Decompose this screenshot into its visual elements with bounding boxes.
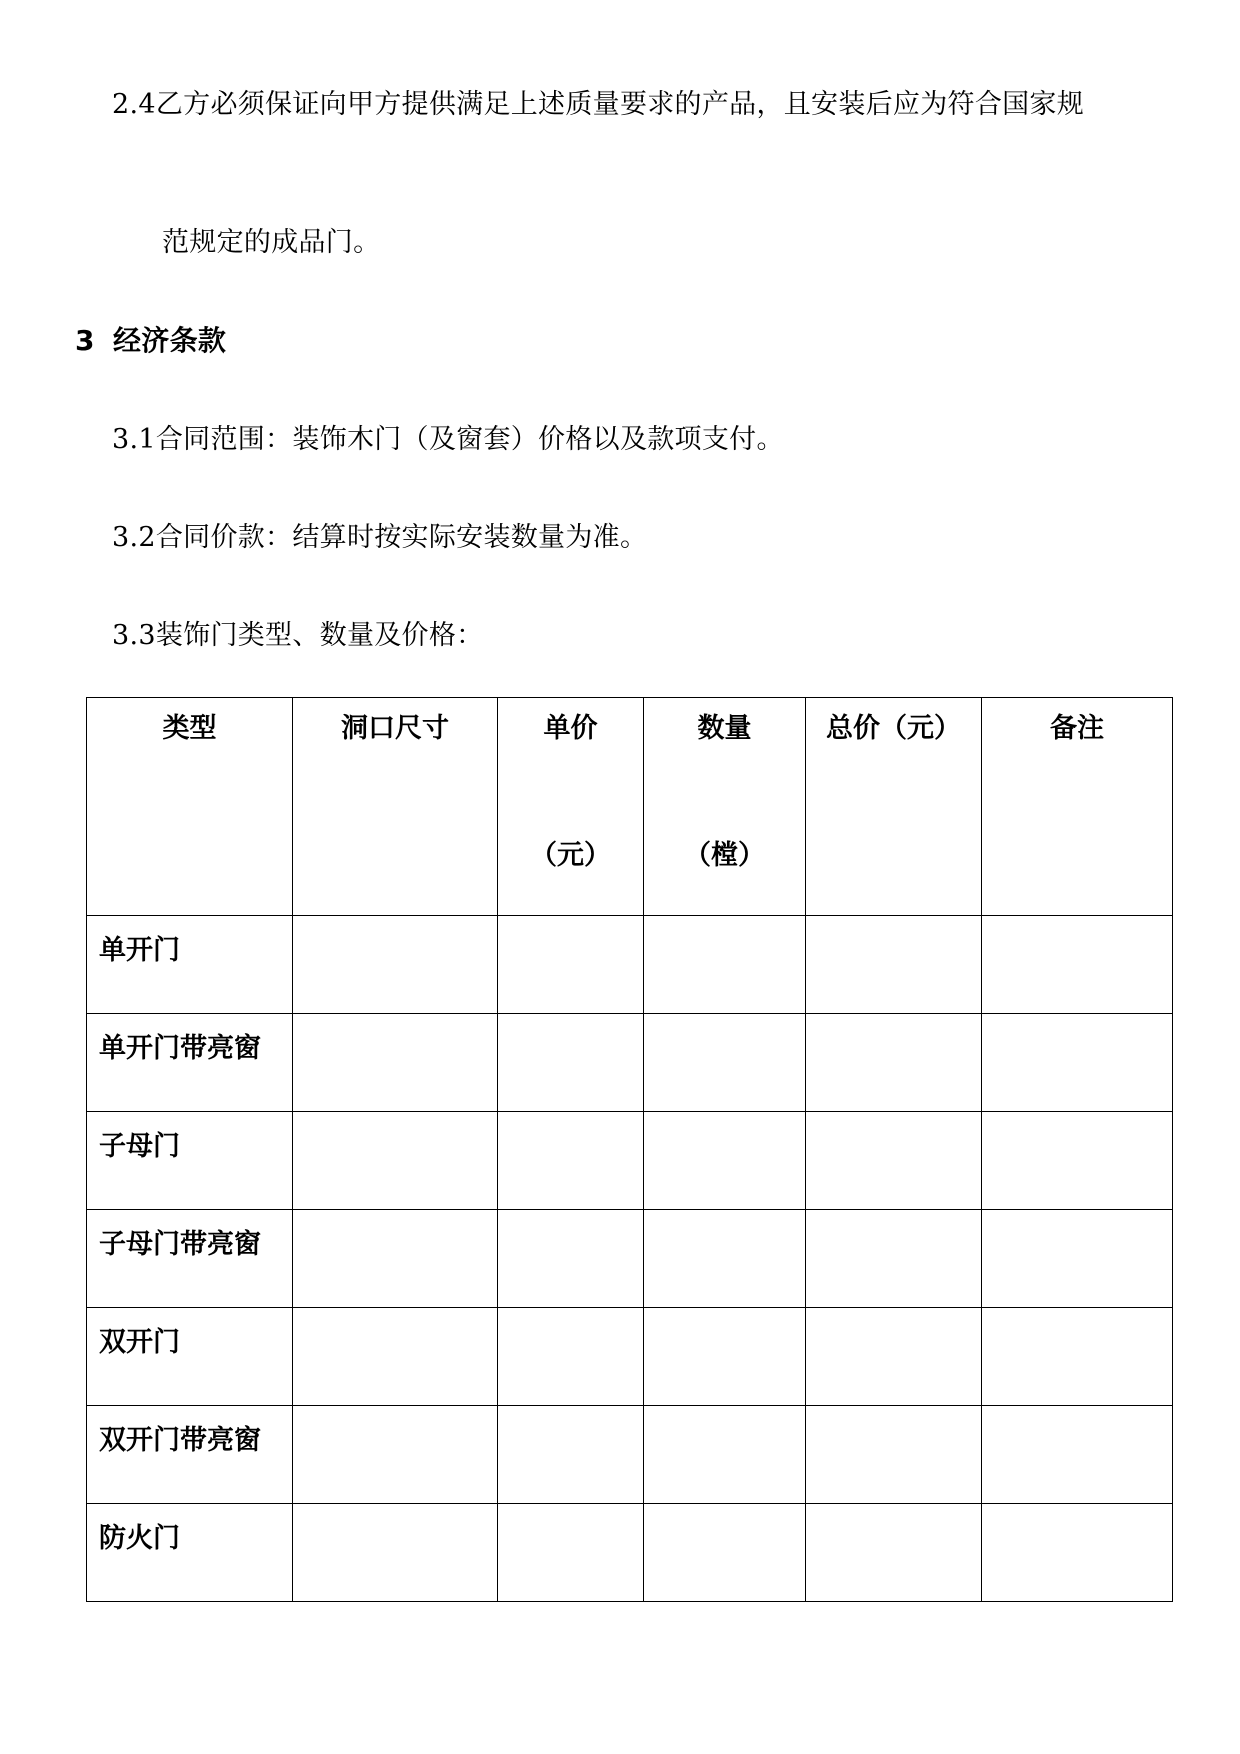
clause-3-3: 3.3装饰门类型、数量及价格： [112,620,484,651]
quantity-cell [644,1112,806,1210]
unit-price-cell [498,1210,644,1308]
opening-size-cell [293,1014,498,1112]
door-price-table [86,697,1173,1602]
total-price-cell [806,1112,982,1210]
section-3-heading [75,324,226,358]
door-type-cell: 双开门带亮窗 [87,1406,293,1504]
header-total-price [806,698,982,916]
opening-size-cell [293,1504,498,1602]
unit-price-cell [498,1308,644,1406]
remark-cell [982,1308,1173,1406]
table-row [87,1014,1173,1112]
header-total-price-label: 总价（元） [826,713,961,744]
table-row [87,1504,1173,1602]
door-type-cell: 防火门 [87,1504,293,1602]
header-quantity [644,698,806,916]
opening-size-cell [293,1308,498,1406]
remark-cell [982,1112,1173,1210]
quantity-cell [644,1406,806,1504]
table-row [87,1406,1173,1504]
quantity-cell [644,916,806,1014]
opening-size-cell [293,1406,498,1504]
quantity-cell [644,1504,806,1602]
table-row [87,1210,1173,1308]
remark-cell [982,916,1173,1014]
header-quantity-unit: （樘） [684,840,765,871]
header-type [87,698,293,916]
opening-size-cell [293,1210,498,1308]
total-price-cell [806,1210,982,1308]
clause-2-4-line-2: 范规定的成品门。 [162,227,381,258]
header-unit-price-unit: （元） [530,840,611,871]
door-type-cell: 单开门 [87,916,293,1014]
remark-cell [982,1504,1173,1602]
quantity-cell [644,1014,806,1112]
unit-price-cell [498,1112,644,1210]
clause-3-1: 3.1合同范围：装饰木门（及窗套）价格以及款项支付。 [112,424,784,455]
unit-price-cell [498,1014,644,1112]
unit-price-cell [498,1504,644,1602]
header-opening-size-label: 洞口尺寸 [341,713,449,744]
header-unit-price [498,698,644,916]
door-type-cell: 子母门带亮窗 [87,1210,293,1308]
header-unit-price-label: 单价 [543,713,598,744]
header-remark [982,698,1173,916]
unit-price-cell [498,916,644,1014]
opening-size-cell [293,1112,498,1210]
clause-3-2: 3.2合同价款：结算时按实际安装数量为准。 [112,522,648,553]
total-price-cell [806,1014,982,1112]
quantity-cell [644,1210,806,1308]
remark-cell [982,1406,1173,1504]
door-type-cell: 子母门 [87,1112,293,1210]
total-price-cell [806,1308,982,1406]
door-type-cell: 双开门 [87,1308,293,1406]
table-row [87,1112,1173,1210]
table-row [87,916,1173,1014]
section-title: 经济条款 [113,324,227,357]
total-price-cell [806,1504,982,1602]
table-row [87,1308,1173,1406]
header-opening-size [293,698,498,916]
clause-2-4-line-1: 2.4乙方必须保证向甲方提供满足上述质量要求的产品，且安装后应为符合国家规 [112,89,1085,120]
quantity-cell [644,1308,806,1406]
opening-size-cell [293,916,498,1014]
remark-cell [982,1210,1173,1308]
total-price-cell [806,1406,982,1504]
table-header-row [87,698,1173,916]
header-type-label: 类型 [162,713,217,744]
door-type-cell: 单开门带亮窗 [87,1014,293,1112]
section-number: 3 [75,324,95,357]
header-remark-label: 备注 [1050,713,1104,744]
unit-price-cell [498,1406,644,1504]
remark-cell [982,1014,1173,1112]
total-price-cell [806,916,982,1014]
header-quantity-label: 数量 [697,713,752,744]
